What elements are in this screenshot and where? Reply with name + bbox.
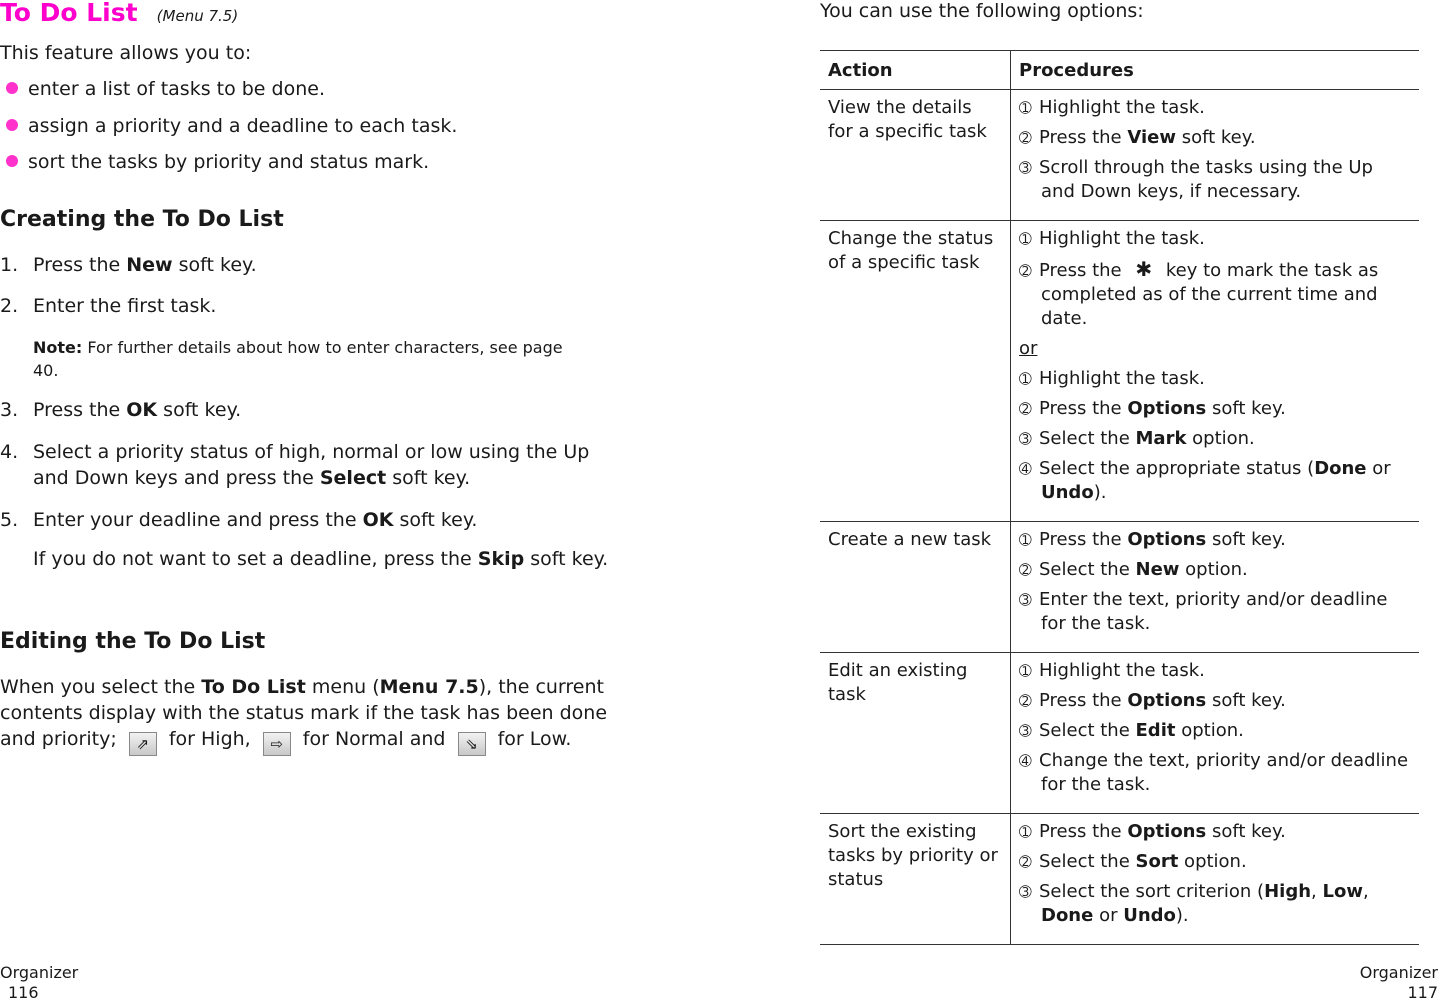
title-row bbox=[0, 0, 238, 27]
section-heading-editing: Editing the To Do List bbox=[0, 629, 266, 654]
procedures-cell: ➀ Highlight the task. ➁ Press the Options soft key. ➂ Select the Edit option. ➃ Change the text, priority and/or deadline for the task. bbox=[1011, 653, 1420, 814]
options-table bbox=[820, 50, 1419, 945]
step-5: 5. Enter your deadline and press the OK soft key. bbox=[0, 509, 478, 531]
step-3: 3. Press the OK soft key. bbox=[0, 399, 242, 421]
table-row bbox=[820, 814, 1419, 945]
bullet-dot-icon bbox=[6, 119, 18, 131]
bullet-item: sort the tasks by priority and status mark. bbox=[0, 149, 429, 175]
procedures-cell: ➀ Highlight the task. ➁ Press the View soft key. ➂ Scroll through the tasks using the Up and Down keys, if necessary. bbox=[1011, 90, 1420, 221]
table-row bbox=[820, 221, 1419, 522]
footer-right bbox=[1360, 963, 1438, 1003]
page-title: To Do List bbox=[0, 0, 138, 27]
procedures-cell: ➀ Press the Options soft key. ➁ Select the Sort option. ➂ Select the sort criterion (High, Low, Done or Undo). bbox=[1011, 814, 1420, 945]
bullet-item: enter a list of tasks to be done. bbox=[0, 76, 325, 102]
table-row bbox=[820, 90, 1419, 221]
editing-paragraph: When you select the To Do List menu (Menu 7.5), the current contents display with the status mark if the task has been done and priority; ⇗ for High, ⇨ for Normal and ⇘ for Low. bbox=[0, 674, 615, 756]
footer-label: Organizer bbox=[0, 963, 79, 982]
procedures-cell: ➀ Press the Options soft key. ➁ Select the New option. ➂ Enter the text, priority and/or deadline for the task. bbox=[1011, 522, 1420, 653]
star-key-icon: ✱ bbox=[1135, 257, 1153, 281]
footer-left bbox=[0, 963, 78, 1003]
action-cell: View the details for a specific task bbox=[820, 90, 1011, 221]
table-row bbox=[820, 522, 1419, 653]
column-header-procedures: Procedures bbox=[1011, 51, 1420, 90]
step-2: 2. Enter the first task. bbox=[0, 295, 217, 317]
page-number: 116 bbox=[8, 983, 39, 1002]
page-number: 117 bbox=[1407, 983, 1438, 1002]
action-cell: Change the status of a specific task bbox=[820, 221, 1011, 522]
step-4: 4. Select a priority status of high, normal or low using the Up and Down keys and press the Select soft key. bbox=[0, 441, 590, 489]
intro-text: This feature allows you to: bbox=[0, 42, 252, 64]
action-cell: Edit an existing task bbox=[820, 653, 1011, 814]
section-heading-creating: Creating the To Do List bbox=[0, 207, 284, 232]
action-cell: Create a new task bbox=[820, 522, 1011, 653]
table-row bbox=[820, 653, 1419, 814]
normal-priority-icon: ⇨ bbox=[263, 732, 291, 756]
bullet-dot-icon bbox=[6, 82, 18, 94]
step-5-note: If you do not want to set a deadline, press the Skip soft key. bbox=[33, 548, 609, 570]
menu-reference: (Menu 7.5) bbox=[156, 7, 239, 25]
high-priority-icon: ⇗ bbox=[129, 732, 157, 756]
step-1: 1. Press the New soft key. bbox=[0, 254, 257, 276]
low-priority-icon: ⇘ bbox=[458, 732, 486, 756]
bullet-dot-icon bbox=[6, 155, 18, 167]
footer-label: Organizer bbox=[1359, 963, 1438, 982]
note: Note: For further details about how to enter characters, see page 40. bbox=[33, 338, 563, 380]
column-header-action: Action bbox=[820, 51, 1011, 90]
table-header-row bbox=[820, 51, 1419, 90]
options-intro: You can use the following options: bbox=[820, 0, 1144, 22]
action-cell: Sort the existing tasks by priority or status bbox=[820, 814, 1011, 945]
procedures-cell: ➀ Highlight the task. ➁ Press the ✱ key to mark the task as completed as of the current time and date. or ➀ Highlight the task. ➁ Press the Options soft key. ➂ Select the Mark option. ➃ Select the appropriate status (Done or Undo). bbox=[1011, 221, 1420, 522]
bullet-item: assign a priority and a deadline to each task. bbox=[0, 113, 457, 139]
or-divider: or bbox=[1019, 338, 1038, 359]
